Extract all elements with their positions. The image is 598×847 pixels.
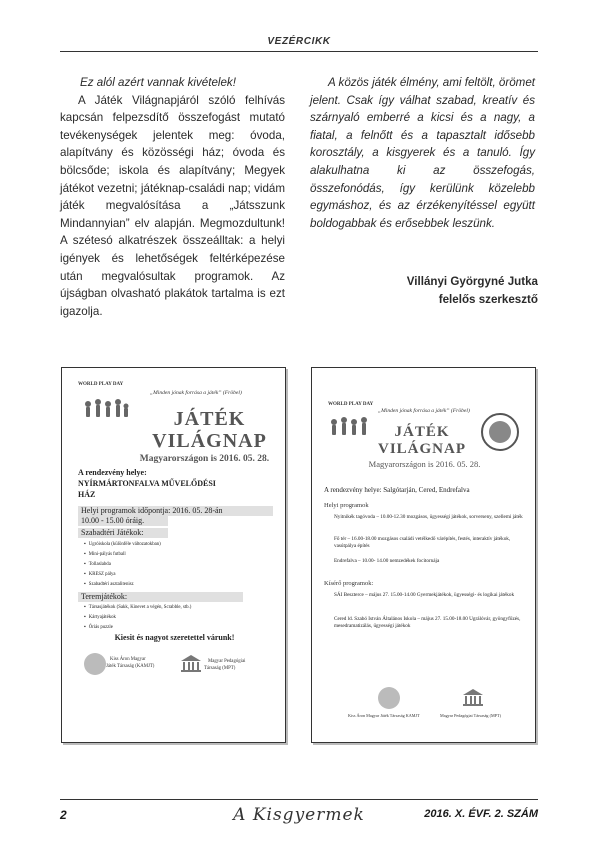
- poster-title: JÁTÉK: [394, 424, 450, 440]
- local-program-item: Endrefalva – 10.00- 14.00 nemzedékek focitornája: [334, 558, 440, 564]
- poster-title-2: VILÁGNAP: [377, 441, 466, 457]
- poster-closing: Kiesit és nagyot szeretettel várunk!: [114, 633, 235, 642]
- poster-nyirmartonfalva: [61, 367, 286, 743]
- logo-caption: WORLD PLAY DAY: [328, 402, 374, 407]
- outdoor-label: Szabadtéri Játékok:: [78, 528, 168, 538]
- poster-subtitle: Magyarországon is 2016. 05. 28.: [139, 454, 270, 464]
- issue-info: 2016. X. ÉVF. 2. SZÁM: [424, 808, 538, 820]
- outdoor-item: ▪ Ugróiskola (különféle változatokban): [84, 541, 161, 548]
- kamjt-logo-icon: [84, 653, 106, 675]
- author-role: felelős szerkesztő: [438, 293, 538, 306]
- logo-caption: WORLD PLAY DAY: [78, 382, 124, 387]
- mpt-building-icon: [462, 688, 484, 708]
- poster-quote: „Minden jónak forrása a játék” (Fröbel): [378, 408, 470, 414]
- page-number: 2: [60, 808, 67, 822]
- article-paragraph: A Játék Világnapjáról szóló felhívás kapcsán felpezsdítő összefogást mutató tevékenységek jelentek meg: óvoda, alapítvány és közösségi ház; óvoda és bölcsőde; iskola és alapítvány; Megyek játékot vezetni; játéknap-családi nap; vidám játék megvalósítása a „Játsszunk Mindannyian” elv alapján. Megmozdultunk! A szétesó alkatrészek összeálltak: a helyi igények és lehetőségek feltérképezése után megvalósultak programok. Az újságban olvasható plakátok tartalma is ezt igazolja.: [60, 93, 285, 318]
- side-programs-label: Kísérő programok:: [324, 580, 374, 587]
- outdoor-item: ▪ Mini-pályás futball: [84, 551, 126, 558]
- section-title: VEZÉRCIKK: [267, 36, 331, 47]
- outdoor-item: ▪ Szabadtéri asztalitenisz: [84, 581, 134, 588]
- running-header: [60, 36, 538, 52]
- programs-time: 10.00 - 15.00 óráig.: [78, 516, 168, 526]
- venue-label: A rendezvény helye:: [78, 468, 147, 477]
- author-name: Villányi Györgyné Jutka: [406, 275, 538, 288]
- venue-name-2: HÁZ: [78, 490, 96, 499]
- article-paragraph-right: A közös játék élmény, ami feltölt, örömet jelent. Csak így válhat szabad, kreatív és szárnyaló emberré a kicsi és a nagy, a fiatal, a felnőtt és a tapasztalt idősebb korosztály, a kisgyerek és a tanuló. Így alakulhatna ki az összefogás, összefonódás, így kerülünk közelebb egymáshoz, és az érzékenyítéssel együtt boldogabbak és erősebbek leszünk.: [310, 76, 535, 230]
- poster-title: JÁTÉK: [173, 408, 246, 430]
- magazine-name: A Kisgyermek: [233, 805, 365, 825]
- outdoor-item: ▪ Tollaslabda: [84, 561, 111, 568]
- org1-name: Kiss Áron Magyar: [110, 657, 146, 662]
- side-program-item: SÁI Beszterce – május 27. 15.00-14.00 Gyermekjátékok, ügyességi- és logikai játékok: [334, 592, 515, 598]
- poster-subtitle: Magyarországon is 2016. 05. 28.: [368, 459, 481, 469]
- org1-name: Kiss Áron Magyar Játék Társaság KAMJT: [348, 713, 420, 718]
- indoor-item: ▪ Óriás puzzle: [84, 624, 113, 631]
- poster-title-2: VILÁGNAP: [152, 430, 267, 452]
- venue: A rendezvény helye: Salgótarján, Cered, Endrefalva: [324, 486, 470, 494]
- poster-quote: „Minden jónak forrása a játék” (Fröbel): [150, 390, 242, 396]
- org1-name-2: Játék Társaság (KAMJT): [106, 664, 155, 669]
- org2-name: Magyar Pedagógiai: [208, 659, 246, 664]
- mpt-building-icon: [180, 654, 202, 674]
- poster-salgotarjan: [311, 367, 536, 743]
- venue-name: NYÍRMÁRTONFALVA MŰVELŐDÉSI: [78, 479, 216, 488]
- local-program-item: Fő tér – 16.00-18.00 mozgásos családi vetélkedő várépítés, festés, interaktív játékok, vasútpálya építés: [334, 536, 511, 550]
- article-lead: Ez alól azért vannak kivételek!: [80, 76, 236, 89]
- page-footer: [60, 799, 538, 829]
- local-programs-label: Helyi programok: [324, 502, 369, 509]
- indoor-item: ▪ Társasjátékok (Sakk, Kinevet a végén, Scrabble, stb.): [84, 604, 191, 611]
- article-right-column: [310, 74, 535, 232]
- indoor-label: Teremjátékok:: [78, 592, 243, 602]
- side-program-item: Cered ld. Szabó István Általános Iskola – május 27. 15.00-18.00 Ugrálóvár, gyöngyfűzés, mesedramatizálás, ügyességi játékok: [334, 616, 521, 630]
- programs-label: Helyi programok időpontja: 2016. 05. 28-án: [78, 506, 273, 516]
- article-left-column: [60, 74, 285, 320]
- indoor-item: ▪ Kártyajátékok: [84, 614, 116, 621]
- local-program-item: Nyitnikék tagóvoda – 10.00-12.30 mozgásos, ügyességi játékok, sorverseny, szellemi játék: [334, 514, 523, 520]
- org2-name-2: Társaság (MPT): [204, 666, 236, 671]
- world-play-day-logo: [80, 390, 132, 430]
- outdoor-item: ▪ KRESZ pálya: [84, 571, 116, 578]
- kamjt-logo-icon: [378, 687, 400, 709]
- org2-name: Magyar Pedagógiai Társaság (MPT): [440, 713, 501, 718]
